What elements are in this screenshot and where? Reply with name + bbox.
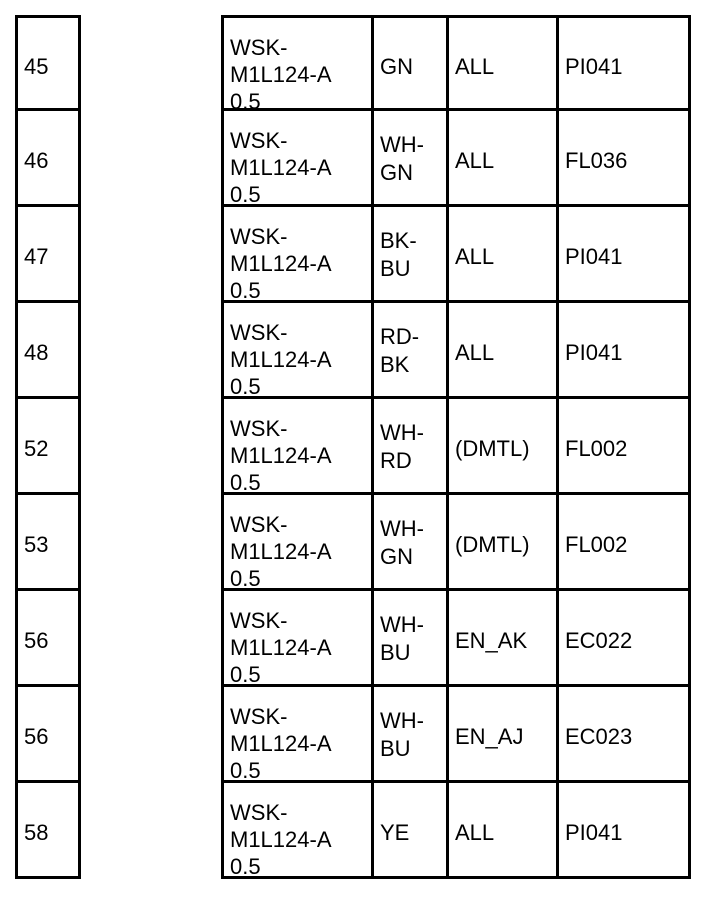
destination-cell: PI041 bbox=[556, 204, 691, 303]
wire-code-cell bbox=[221, 684, 374, 783]
wire-color-text: WH- BU bbox=[380, 708, 424, 761]
wire-code-cell bbox=[221, 300, 374, 399]
pin-row bbox=[15, 783, 81, 879]
pin-number-column bbox=[15, 15, 81, 879]
table-row bbox=[221, 591, 691, 687]
option-cell: ALL bbox=[446, 15, 559, 111]
table-row bbox=[221, 15, 691, 114]
wire-code-cell bbox=[221, 108, 374, 207]
wire-color-cell bbox=[371, 300, 449, 399]
wire-code-cell bbox=[221, 492, 374, 591]
destination-cell: PI041 bbox=[556, 300, 691, 399]
destination-cell: PI041 bbox=[556, 780, 691, 879]
option-cell: (DMTL) bbox=[446, 492, 559, 591]
wire-color-cell bbox=[371, 492, 449, 591]
wire-code-text: WSK- M1L124-A 0.5 bbox=[230, 224, 332, 303]
wire-color-text: WH- GN bbox=[380, 516, 424, 569]
pin-row bbox=[15, 303, 81, 399]
pin-row bbox=[15, 591, 81, 687]
pin-number-cell: 53 bbox=[15, 492, 81, 591]
pin-number-cell: 56 bbox=[15, 684, 81, 783]
wire-color-cell bbox=[371, 780, 449, 879]
wire-code-text: WSK- M1L124-A 0.5 bbox=[230, 320, 332, 399]
pin-row bbox=[15, 687, 81, 783]
destination-cell: PI041 bbox=[556, 15, 691, 111]
table-row bbox=[221, 399, 691, 495]
destination-cell: FL036 bbox=[556, 108, 691, 207]
wire-color-cell bbox=[371, 15, 449, 111]
wire-details-table bbox=[221, 15, 691, 879]
option-cell: (DMTL) bbox=[446, 396, 559, 495]
wire-color-text: WH- BU bbox=[380, 612, 424, 665]
table-row bbox=[221, 207, 691, 303]
option-cell: ALL bbox=[446, 204, 559, 303]
option-cell: EN_AK bbox=[446, 588, 559, 687]
wire-code-text: WSK- M1L124-A 0.5 bbox=[230, 608, 332, 687]
destination-cell: EC022 bbox=[556, 588, 691, 687]
wire-color-text: YE bbox=[380, 820, 410, 845]
wire-color-text: WH- RD bbox=[380, 420, 424, 473]
table-row bbox=[221, 111, 691, 207]
wire-code-cell bbox=[221, 15, 374, 114]
wire-code-text: WSK- M1L124-A 0.5 bbox=[230, 128, 332, 207]
pin-number-cell: 48 bbox=[15, 300, 81, 399]
wire-code-text: WSK- M1L124-A 0.5 bbox=[230, 416, 332, 495]
wire-code-cell bbox=[221, 396, 374, 495]
pin-number-cell: 46 bbox=[15, 108, 81, 207]
wire-code-cell bbox=[221, 780, 374, 879]
wire-code-cell bbox=[221, 204, 374, 303]
wire-code-text: WSK- M1L124-A 0.5 bbox=[230, 35, 332, 114]
wire-code-text: WSK- M1L124-A 0.5 bbox=[230, 512, 332, 591]
pin-row bbox=[15, 495, 81, 591]
wire-color-cell bbox=[371, 204, 449, 303]
wire-code-cell bbox=[221, 588, 374, 687]
pin-number-cell: 45 bbox=[15, 15, 81, 111]
pin-number-cell: 47 bbox=[15, 204, 81, 303]
option-cell: ALL bbox=[446, 780, 559, 879]
pin-number-cell: 52 bbox=[15, 396, 81, 495]
wire-color-text: RD- BK bbox=[380, 324, 420, 377]
wire-color-text: BK- BU bbox=[380, 228, 417, 281]
pin-number-cell: 56 bbox=[15, 588, 81, 687]
option-cell: ALL bbox=[446, 300, 559, 399]
table-row bbox=[221, 687, 691, 783]
option-cell: ALL bbox=[446, 108, 559, 207]
wire-color-cell bbox=[371, 396, 449, 495]
wire-color-text: GN bbox=[380, 53, 413, 79]
pin-number-cell: 58 bbox=[15, 780, 81, 879]
wire-code-text: WSK- M1L124-A 0.5 bbox=[230, 800, 332, 879]
wire-color-cell bbox=[371, 108, 449, 207]
pin-row bbox=[15, 111, 81, 207]
wire-code-text: WSK- M1L124-A 0.5 bbox=[230, 704, 332, 783]
pin-row bbox=[15, 399, 81, 495]
table-row bbox=[221, 495, 691, 591]
wire-color-cell bbox=[371, 684, 449, 783]
destination-cell: FL002 bbox=[556, 396, 691, 495]
wire-color-text: WH- GN bbox=[380, 132, 424, 185]
wire-color-cell bbox=[371, 588, 449, 687]
table-row bbox=[221, 783, 691, 879]
destination-cell: FL002 bbox=[556, 492, 691, 591]
pin-row bbox=[15, 15, 81, 111]
pin-row bbox=[15, 207, 81, 303]
destination-cell: EC023 bbox=[556, 684, 691, 783]
option-cell: EN_AJ bbox=[446, 684, 559, 783]
table-row bbox=[221, 303, 691, 399]
